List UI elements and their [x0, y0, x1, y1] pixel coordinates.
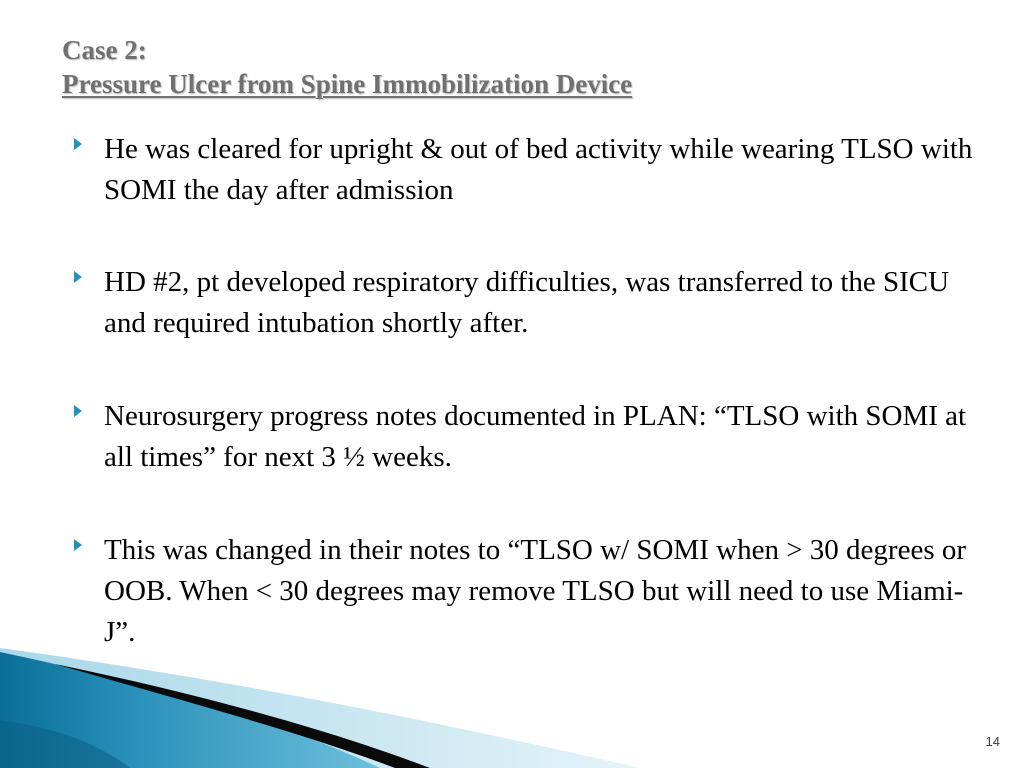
bullet-item	[74, 530, 974, 653]
bullet-text: HD #2, pt developed respiratory difficulties, was transferred to the SICU and required intubation shortly after.	[104, 266, 950, 339]
bullet-item	[74, 129, 974, 211]
triangle-right-icon	[74, 539, 82, 551]
page-number: 14	[985, 734, 1000, 749]
title-case-number: Case 2:	[62, 35, 147, 65]
triangle-right-icon	[74, 405, 82, 417]
title-subject: Pressure Ulcer from Spine Immobilization Device	[62, 69, 633, 99]
bullet-text: This was changed in their notes to “TLSO w/ SOMI when > 30 degrees or OOB. When < 30 degrees may remove TLSO but will need to use Miami-J”.	[104, 534, 967, 648]
triangle-right-icon	[74, 271, 82, 283]
bullet-item	[74, 396, 974, 478]
triangle-right-icon	[74, 138, 82, 150]
bullet-text: He was cleared for upright & out of bed activity while wearing TLSO with SOMI the day after admission	[104, 133, 973, 206]
slide-title	[62, 33, 632, 101]
bullet-text: Neurosurgery progress notes documented in PLAN: “TLSO with SOMI at all times” for next 3 ½ weeks.	[104, 400, 967, 473]
bullet-item	[74, 262, 974, 344]
